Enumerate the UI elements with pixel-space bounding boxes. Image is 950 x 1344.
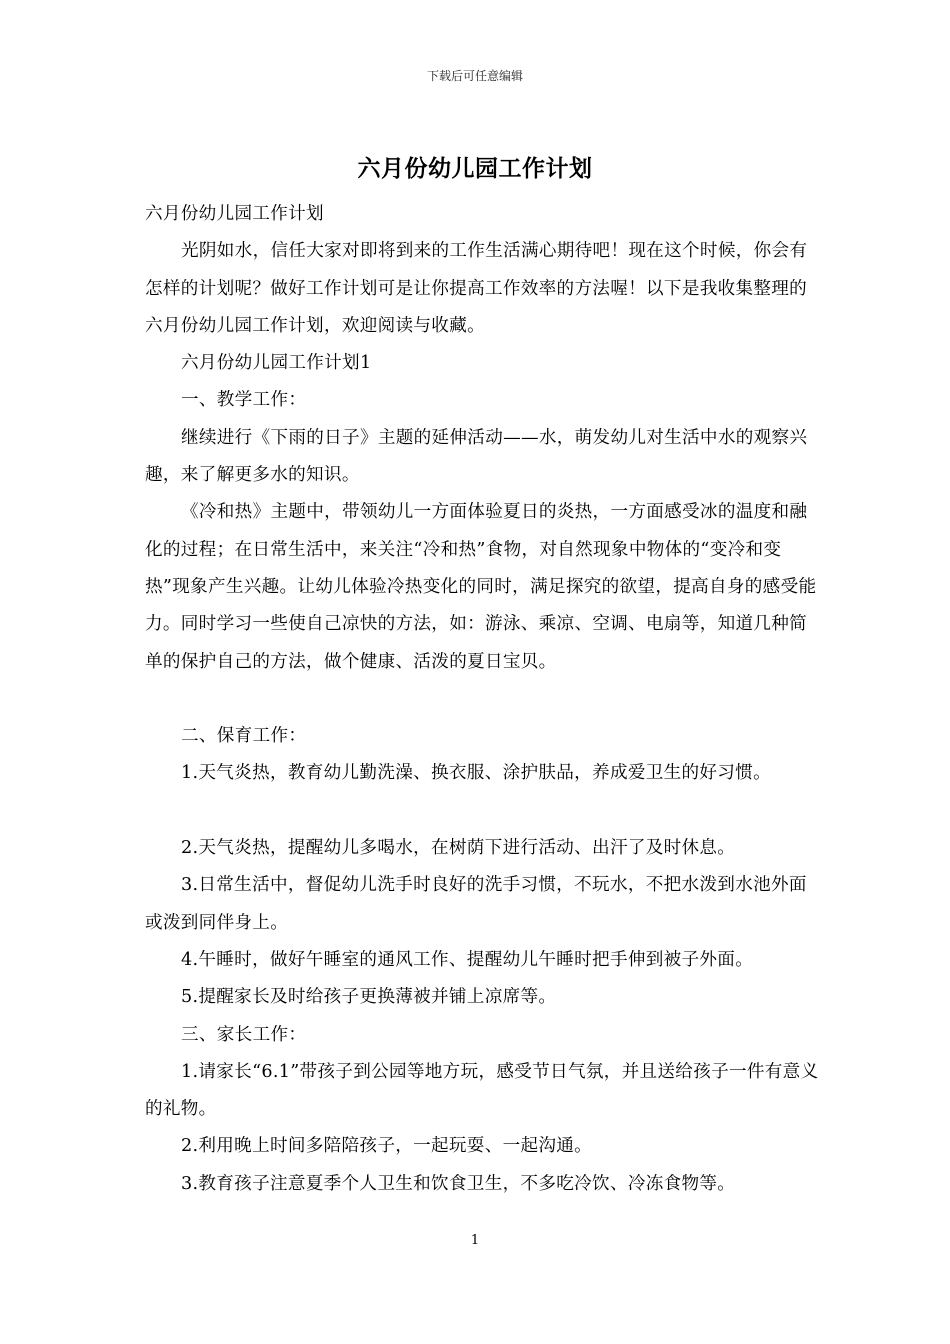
- plan-heading: 六月份幼儿园工作计划1: [181, 353, 372, 374]
- document-title: 六月份幼儿园工作计划: [357, 155, 593, 182]
- teaching-paragraph: 《冷和热》主题中，带领幼儿一方面体验夏日的炎热，一方面感受冰的温度和融化的过程；在日常生活中，来关注“冷和热”食物，对自然现象中物体的“变冷和变热”现象产生兴趣。让幼儿体验冷热变化的同时，满足探究的欲望，提高自身的感受能力。同时学习一些使自己凉快的方法，如：游泳、乘凉、空调、电扇等，知道几种简单的保护自己的方法，做个健康、活泼的夏日宝贝。: [145, 502, 817, 672]
- intro-paragraph: 光阴如水，信任大家对即将到来的工作生活满心期待吧！现在这个时候，你会有怎样的计划呢？做好工作计划可是让你提高工作效率的方法喔！以下是我收集整理的六月份幼儿园工作计划，欢迎阅读与收藏。: [145, 241, 808, 336]
- paragraph-gap: [145, 681, 823, 718]
- parents-item: 1.请家长“6.1”带孩子到公园等地方玩，感受节日气氛，并且送给孩子一件有意义的礼物。: [145, 1061, 819, 1120]
- care-item: 1.天气炎热，教育幼儿勤洗澡、换衣服、涂护肤品，养成爱卫生的好习惯。: [181, 763, 771, 784]
- paragraph-gap: [145, 793, 823, 830]
- teaching-paragraph: 继续进行《下雨的日子》主题的延伸活动——水，萌发幼儿对生活中水的观察兴趣，来了解更多水的知识。: [145, 427, 808, 486]
- parents-item: 2.利用晚上时间多陪陪孩子，一起玩耍、一起沟通。: [181, 1136, 593, 1157]
- care-item: 3.日常生活中，督促幼儿洗手时良好的洗手习惯，不玩水，不把水泼到水池外面或泼到同伴身上。: [145, 875, 807, 933]
- page-header: 下载后可任意编辑: [426, 69, 523, 83]
- section-heading-teaching: 一、教学工作：: [181, 390, 307, 411]
- care-item: 2.天气炎热，提醒幼儿多喝水，在树荫下进行活动、出汗了及时休息。: [181, 838, 736, 859]
- care-item: 5.提醒家长及时给孩子更换薄被并铺上凉席等。: [181, 987, 557, 1008]
- parents-item: 3.教育孩子注意夏季个人卫生和饮食卫生，不多吃冷饮、冷冻食物等。: [181, 1173, 736, 1194]
- care-item: 4.午睡时，做好午睡室的通风工作、提醒幼儿午睡时把手伸到被子外面。: [181, 949, 754, 970]
- page-number: 1: [470, 1233, 480, 1248]
- document-subtitle: 六月份幼儿园工作计划: [145, 204, 324, 224]
- section-heading-care: 二、保育工作：: [181, 726, 307, 747]
- section-heading-parents: 三、家长工作：: [181, 1024, 307, 1045]
- document-body: [145, 196, 823, 1203]
